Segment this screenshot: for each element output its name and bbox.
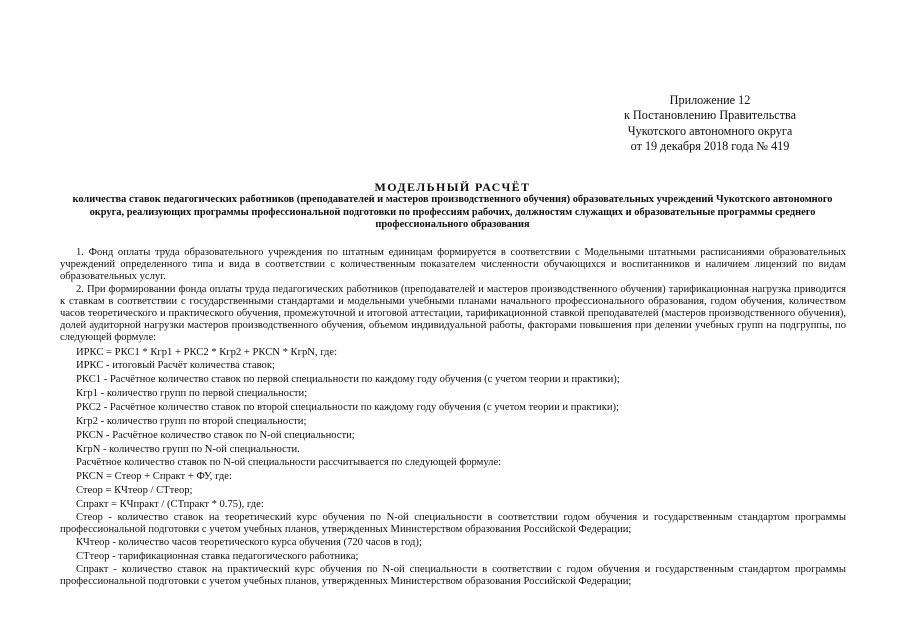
document-title: МОДЕЛЬНЫЙ РАСЧЁТ <box>374 180 531 194</box>
paragraph-1: 1. Фонд оплаты труда образовательного учреждения по штатным единицам формируется в соответствии с Модельными штатными расписаниями образовательных учреждений определенного типа и вида в соответствии с количественным показателем численности обучающихся и воспитанников и наличием лицензий по видам образовательных услуг. <box>60 247 846 283</box>
paragraph-2: 2. При формировании фонда оплаты труда педагогических работников (преподавателей и мастеров производственного обучения) тарификационная нагрузка приводится к ставкам в соответствии с государственными стандартами и модельными учебными планами начального профессионального образования, годом обучения, количеством часов теоретического и практического обучения, промежуточной и итоговой аттестации, тарификационной ставкой преподавателей (мастеров производственного обучения), долей аудиторной нагрузки мастеров производственного обучения, объемом индивидуальной работы, факторами повышения при делении учебных групп на подгруппы, по следующей формуле: <box>60 283 846 344</box>
formula-sprakt: Спракт = КЧпракт / (СТпракт * 0.75), где: <box>76 498 264 510</box>
definition-rks1: РКС1 - Расчётное количество ставок по первой специальности по каждому году обучения (с учетом теории и практики); <box>76 374 620 386</box>
formula-steor: Стеор = КЧтеор / СТтеор; <box>76 485 193 497</box>
definition-irks: ИРКС - итоговый Расчёт количества ставок; <box>76 360 275 372</box>
appendix-header <box>600 93 820 155</box>
definition-rks2: РКС2 - Расчётное количество ставок по второй специальности по каждому году обучения (с учетом теории и практики); <box>76 402 620 413</box>
definition-kgr2: Кгр2 - количество групп по второй специальности; <box>76 415 307 427</box>
document-body <box>60 247 846 588</box>
formula-total: ИРКС = РКС1 * Кгр1 + РКС2 * Кгр2 + РКСN * КгрN, где: <box>76 346 338 358</box>
formula-intro: Расчётное количество ставок по N-ой специальности рассчитывается по следующей формуле: <box>76 457 502 469</box>
definition-kchteor: КЧтеор - количество часов теоретического курса обучения (720 часов в год); <box>76 537 422 549</box>
definition-rksn: РКСN - Расчётное количество ставок по N-ой специальности; <box>76 429 355 441</box>
document-subtitle: количества ставок педагогических работников (преподавателей и мастеров производственного обучения) образовательных учреждений Чукотского автономного округа, реализующих программы профессиональной подготовки по профессиям рабочих, должностям служащих и образовательные программы среднего профессионального образования <box>72 194 833 231</box>
definition-sprakt: Спракт - количество ставок на практический курс обучения по N-ой специальности в соответствии с годом обучения и государственным стандартом программы профессиональной подготовки с учетом учебных планов, утвержденных Министерством образования Российской Федерации; <box>60 563 846 588</box>
appendix-region: Чукотского автономного округа <box>627 123 793 138</box>
appendix-resolution: к Постановлению Правительства <box>623 108 797 123</box>
definition-steor: Стеор - количество ставок на теоретический курс обучения по N-ой специальности в соответствии годом обучения и государственным стандартом программы профессиональной подготовки с учетом учебных планов, утвержденных Министерством образования Российской Федерации; <box>60 511 846 535</box>
definition-kgrn: КгрN - количество групп по N-ой специальности. <box>76 443 300 455</box>
formula-rksn: РКСN = Стеор + Спракт + ФУ, где: <box>76 471 232 483</box>
definition-kgr1: Кгр1 - количество групп по первой специальности; <box>76 388 308 400</box>
appendix-date: от 19 декабря 2018 года № 419 <box>630 139 790 154</box>
appendix-number: Приложение 12 <box>669 93 751 107</box>
definition-stteor: СТтеор - тарификационная ставка педагогического работника; <box>76 551 359 562</box>
